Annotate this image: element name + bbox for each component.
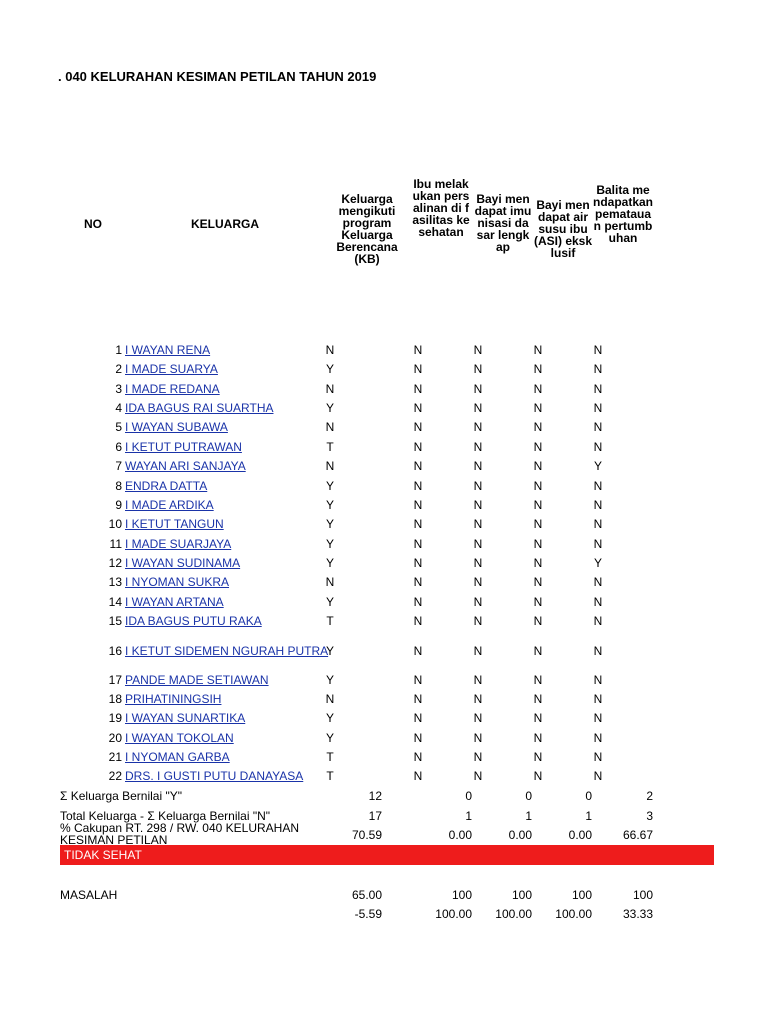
cell-kb: Y <box>325 537 334 551</box>
cell-kb: N <box>325 459 335 473</box>
cell-persalinan: N <box>413 479 423 493</box>
cell-pertumbuhan: N <box>593 750 603 764</box>
cell-persalinan: N <box>413 440 423 454</box>
cell-asi: N <box>533 479 543 493</box>
cell-imunisasi: N <box>473 440 483 454</box>
family-name-link[interactable]: I WAYAN TOKOLAN <box>125 731 234 745</box>
family-name-link[interactable]: I KETUT SIDEMEN NGURAH PUTRA <box>125 644 329 658</box>
table-row <box>0 642 768 660</box>
cell-persalinan: N <box>413 575 423 589</box>
gap-pertumbuhan: 33.33 <box>622 907 653 921</box>
gap-persalinan: 100.00 <box>435 907 472 921</box>
cell-imunisasi: N <box>473 614 483 628</box>
family-name-link[interactable]: I MADE SUARJAYA <box>125 537 232 551</box>
cell-kb: Y <box>325 731 334 745</box>
family-name-link[interactable]: I WAYAN SUNARTIKA <box>125 711 246 725</box>
cakupan-pertumbuhan: 66.67 <box>622 828 653 842</box>
table-row <box>0 593 768 611</box>
table-row <box>0 477 768 495</box>
cell-persalinan: N <box>413 692 423 706</box>
cell-pertumbuhan: N <box>593 420 603 434</box>
cell-kb: N <box>325 575 335 589</box>
cell-persalinan: N <box>413 498 423 512</box>
total-pertumbuhan: 3 <box>646 809 653 823</box>
cell-kb: T <box>326 614 334 628</box>
cell-imunisasi: N <box>473 556 483 570</box>
cell-kb: Y <box>325 595 334 609</box>
cell-kb: T <box>326 769 334 783</box>
header-asi: Bayi mendapat air susu ibu (ASI) eksklusif <box>533 198 593 260</box>
cell-persalinan: N <box>413 711 423 725</box>
cell-persalinan: N <box>413 382 423 396</box>
row-number: 19 <box>108 711 122 725</box>
family-name-link[interactable]: PANDE MADE SETIAWAN <box>125 673 269 687</box>
cell-imunisasi: N <box>473 401 483 415</box>
cell-pertumbuhan: N <box>593 595 603 609</box>
cell-imunisasi: N <box>473 420 483 434</box>
cell-imunisasi: N <box>473 692 483 706</box>
cell-asi: N <box>533 537 543 551</box>
cell-pertumbuhan: N <box>593 343 603 357</box>
cell-imunisasi: N <box>473 479 483 493</box>
cell-asi: N <box>533 517 543 531</box>
cakupan-label-1: % Cakupan RT. 298 / RW. 040 KELURAHAN <box>60 821 300 835</box>
table-row <box>0 360 768 378</box>
table-row <box>0 554 768 572</box>
table-row <box>0 690 768 708</box>
cell-asi: N <box>533 343 543 357</box>
cell-imunisasi: N <box>473 769 483 783</box>
cell-kb: Y <box>325 498 334 512</box>
cell-pertumbuhan: N <box>593 692 603 706</box>
cell-persalinan: N <box>413 517 423 531</box>
row-number: 7 <box>115 459 122 473</box>
cell-asi: N <box>533 382 543 396</box>
row-number: 6 <box>115 440 122 454</box>
total-asi: 1 <box>585 809 592 823</box>
table-row <box>0 341 768 359</box>
total-kb: 17 <box>368 809 382 823</box>
cell-imunisasi: N <box>473 673 483 687</box>
cell-kb: Y <box>325 401 334 415</box>
header-no: NO <box>84 217 102 231</box>
cell-imunisasi: N <box>473 517 483 531</box>
masalah-persalinan: 100 <box>451 888 472 902</box>
family-name-link[interactable]: I NYOMAN SUKRA <box>125 575 230 589</box>
cell-kb: N <box>325 692 335 706</box>
cell-imunisasi: N <box>473 595 483 609</box>
cell-pertumbuhan: Y <box>593 459 602 473</box>
row-number: 1 <box>115 343 122 357</box>
row-number: 3 <box>115 382 122 396</box>
cell-kb: Y <box>325 673 334 687</box>
cell-asi: N <box>533 401 543 415</box>
cell-persalinan: N <box>413 750 423 764</box>
status-bar <box>60 845 714 865</box>
cell-kb: Y <box>325 644 334 658</box>
cell-asi: N <box>533 731 543 745</box>
cell-asi: N <box>533 362 543 376</box>
cell-imunisasi: N <box>473 362 483 376</box>
cell-asi: N <box>533 575 543 589</box>
table-row <box>0 612 768 630</box>
row-number: 16 <box>108 644 122 658</box>
cell-pertumbuhan: N <box>593 575 603 589</box>
sum-y-asi: 0 <box>585 789 592 803</box>
cell-imunisasi: N <box>473 575 483 589</box>
table-row <box>0 729 768 747</box>
masalah-pertumbuhan: 100 <box>632 888 653 902</box>
family-name-link[interactable]: ENDRA DATTA <box>125 479 208 493</box>
cakupan-persalinan: 0.00 <box>448 828 472 842</box>
cakupan-imunisasi: 0.00 <box>508 828 532 842</box>
cell-pertumbuhan: N <box>593 479 603 493</box>
row-number: 15 <box>108 614 122 628</box>
table-row <box>0 438 768 456</box>
cell-persalinan: N <box>413 401 423 415</box>
row-number: 21 <box>108 750 122 764</box>
cell-pertumbuhan: N <box>593 517 603 531</box>
cell-persalinan: N <box>413 595 423 609</box>
cell-persalinan: N <box>413 537 423 551</box>
row-number: 4 <box>115 401 122 415</box>
cell-pertumbuhan: N <box>593 711 603 725</box>
page-title: . 040 KELURAHAN KESIMAN PETILAN TAHUN 2019 <box>58 69 377 84</box>
family-name-link[interactable]: I WAYAN SUDINAMA <box>125 556 241 570</box>
masalah-asi: 100 <box>571 888 592 902</box>
cell-pertumbuhan: N <box>593 382 603 396</box>
row-number: 17 <box>108 673 122 687</box>
family-name-link[interactable]: I WAYAN SUBAWA <box>125 420 228 434</box>
status-text: TIDAK SEHAT <box>64 848 142 862</box>
cell-persalinan: N <box>413 673 423 687</box>
cell-kb: T <box>326 440 334 454</box>
header-kb: Keluarga mengikuti program Keluarga Berencana (KB) <box>336 192 398 266</box>
cell-pertumbuhan: Y <box>593 556 602 570</box>
cell-asi: N <box>533 614 543 628</box>
cell-imunisasi: N <box>473 498 483 512</box>
cell-persalinan: N <box>413 614 423 628</box>
cell-asi: N <box>533 673 543 687</box>
cell-imunisasi: N <box>473 731 483 745</box>
masalah-kb: 65.00 <box>351 888 382 902</box>
header-pertumbuhan: Balita mendapatkan pematauan pertumbuhan <box>593 183 654 245</box>
cell-asi: N <box>533 459 543 473</box>
cell-kb: Y <box>325 479 334 493</box>
sum-y-label: Σ Keluarga Bernilai "Y" <box>60 789 182 803</box>
row-number: 12 <box>108 556 122 570</box>
masalah-label: MASALAH <box>60 888 118 902</box>
family-name-link[interactable]: I KETUT PUTRAWAN <box>125 440 242 454</box>
family-name-link[interactable]: I NYOMAN GARBA <box>125 750 230 764</box>
cell-persalinan: N <box>413 420 423 434</box>
cell-kb: T <box>326 750 334 764</box>
cell-kb: Y <box>325 556 334 570</box>
family-name-link[interactable]: WAYAN ARI SANJAYA <box>125 459 246 473</box>
cakupan-asi: 0.00 <box>568 828 592 842</box>
sum-y-persalinan: 0 <box>465 789 472 803</box>
gap-asi: 100.00 <box>555 907 592 921</box>
cell-persalinan: N <box>413 644 423 658</box>
table-row <box>0 399 768 417</box>
cell-persalinan: N <box>413 731 423 745</box>
row-number: 20 <box>108 731 122 745</box>
row-number: 8 <box>115 479 122 493</box>
cakupan-label-2: KESIMAN PETILAN <box>60 834 168 845</box>
cell-asi: N <box>533 692 543 706</box>
table-row <box>0 748 768 766</box>
family-name-link[interactable]: I WAYAN ARTANA <box>125 595 224 609</box>
table-row <box>0 573 768 591</box>
table-row <box>0 380 768 398</box>
header-persalinan: Ibu melakukan persalinan di fasilitas kesehatan <box>412 177 470 239</box>
cell-kb: Y <box>325 711 334 725</box>
row-number: 13 <box>108 575 122 589</box>
cell-kb: Y <box>325 517 334 531</box>
cell-imunisasi: N <box>473 750 483 764</box>
cell-asi: N <box>533 440 543 454</box>
family-name-link[interactable]: DRS. I GUSTI PUTU DANAYASA <box>125 769 304 783</box>
cell-pertumbuhan: N <box>593 644 603 658</box>
row-number: 10 <box>108 517 122 531</box>
cell-pertumbuhan: N <box>593 731 603 745</box>
cell-imunisasi: N <box>473 537 483 551</box>
cell-pertumbuhan: N <box>593 537 603 551</box>
family-name-link[interactable]: I WAYAN RENA <box>125 343 211 357</box>
cell-persalinan: N <box>413 556 423 570</box>
row-number: 11 <box>109 537 122 551</box>
total-label: Total Keluarga - Σ Keluarga Bernilai "N" <box>60 809 271 823</box>
sum-y-imunisasi: 0 <box>525 789 532 803</box>
cell-kb: N <box>325 420 335 434</box>
table-row <box>0 671 768 689</box>
cell-persalinan: N <box>413 459 423 473</box>
sum-y-kb: 12 <box>368 789 382 803</box>
header-imunisasi: Bayi mendapat imunisasi dasar lengkap <box>474 192 532 254</box>
cell-pertumbuhan: N <box>593 614 603 628</box>
family-name-link[interactable]: IDA BAGUS RAI SUARTHA <box>125 401 274 415</box>
cell-imunisasi: N <box>473 711 483 725</box>
cell-asi: N <box>533 769 543 783</box>
family-name-link[interactable]: I KETUT TANGUN <box>125 517 224 531</box>
total-imunisasi: 1 <box>525 809 532 823</box>
family-name-link[interactable]: I MADE ARDIKA <box>125 498 214 512</box>
gap-imunisasi: 100.00 <box>495 907 532 921</box>
row-number: 5 <box>115 420 122 434</box>
cell-imunisasi: N <box>473 459 483 473</box>
table-row <box>0 535 768 553</box>
row-number: 2 <box>115 362 122 376</box>
row-number: 18 <box>108 692 122 706</box>
cell-pertumbuhan: N <box>593 440 603 454</box>
cell-asi: N <box>533 595 543 609</box>
cell-imunisasi: N <box>473 343 483 357</box>
table-row <box>0 767 768 785</box>
cell-pertumbuhan: N <box>593 498 603 512</box>
row-number: 9 <box>115 498 122 512</box>
masalah-imunisasi: 100 <box>511 888 532 902</box>
sum-y-pertumbuhan: 2 <box>646 789 653 803</box>
table-row <box>0 418 768 436</box>
table-row <box>0 709 768 727</box>
cell-kb: Y <box>325 362 334 376</box>
cell-asi: N <box>533 644 543 658</box>
cell-kb: N <box>325 382 335 396</box>
cell-imunisasi: N <box>473 644 483 658</box>
cell-kb: N <box>325 343 335 357</box>
cell-pertumbuhan: N <box>593 769 603 783</box>
table-row <box>0 457 768 475</box>
family-name-link[interactable]: I MADE SUARYA <box>125 362 218 376</box>
cell-imunisasi: N <box>473 382 483 396</box>
table-row <box>0 515 768 533</box>
gap-kb: -5.59 <box>354 907 382 921</box>
header-keluarga: KELUARGA <box>191 217 259 231</box>
family-name-link[interactable]: I MADE REDANA <box>125 382 220 396</box>
cell-asi: N <box>533 750 543 764</box>
row-number: 14 <box>108 595 122 609</box>
cell-persalinan: N <box>413 769 423 783</box>
family-name-link[interactable]: IDA BAGUS PUTU RAKA <box>125 614 262 628</box>
cell-asi: N <box>533 498 543 512</box>
cell-asi: N <box>533 420 543 434</box>
total-persalinan: 1 <box>465 809 472 823</box>
row-number: 22 <box>108 769 122 783</box>
table-row <box>0 496 768 514</box>
cell-asi: N <box>533 711 543 725</box>
cell-pertumbuhan: N <box>593 362 603 376</box>
cell-asi: N <box>533 556 543 570</box>
cell-persalinan: N <box>413 343 423 357</box>
cakupan-kb: 70.59 <box>351 828 382 842</box>
cell-pertumbuhan: N <box>593 673 603 687</box>
cell-pertumbuhan: N <box>593 401 603 415</box>
family-name-link[interactable]: PRIHATININGSIH <box>125 692 222 706</box>
cell-persalinan: N <box>413 362 423 376</box>
